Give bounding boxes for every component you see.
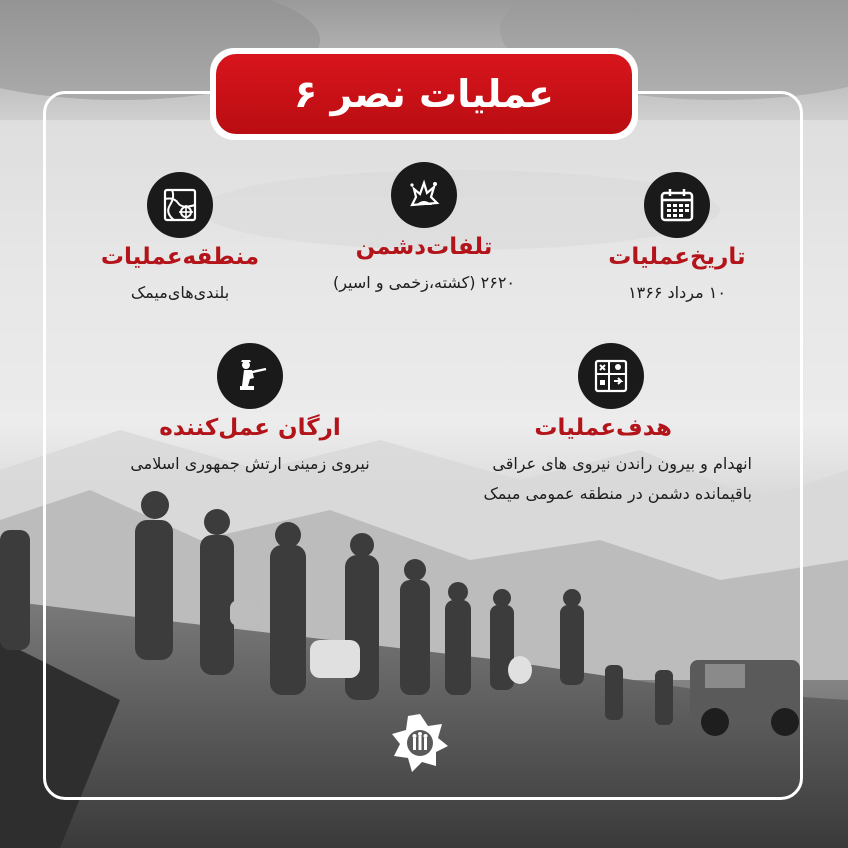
units-value: نیروی زمینی ارتش جمهوری اسلامی: [130, 454, 370, 473]
title-banner: [216, 54, 632, 134]
map-icon: [147, 172, 213, 238]
units-label: ارگان عمل‌کننده: [159, 415, 341, 441]
date-value: ۱۰ مرداد ۱۳۶۶: [628, 283, 726, 302]
calendar-icon: [644, 172, 710, 238]
date-label: تاریخ‌عملیات: [608, 244, 746, 270]
soldier-icon: [217, 343, 283, 409]
region-value: بلندی‌های‌میمک: [130, 283, 230, 302]
info-units: [110, 343, 390, 479]
region-label: منطقه‌عملیات: [100, 244, 260, 270]
battle-map-icon: [578, 343, 644, 409]
goal-label: هدف‌عملیات: [534, 415, 672, 441]
casualties-label: تلفات‌دشمن: [355, 234, 493, 260]
goal-value-line1: انهدام و بیرون راندن نیروی های عراقی: [492, 454, 752, 473]
info-casualties: [284, 162, 564, 298]
goal-value-line2: باقیمانده دشمن در منطقه عمومی میمک: [483, 484, 752, 503]
info-date: [537, 172, 817, 308]
info-region: [40, 172, 320, 308]
info-goal: [432, 343, 752, 509]
page-title: عملیات نصر ۶: [294, 72, 554, 116]
explosion-icon: [391, 162, 457, 228]
emblem-logo: [390, 712, 450, 772]
casualties-value: ۲۶۲۰ (کشته،زخمی و اسیر): [332, 273, 515, 292]
